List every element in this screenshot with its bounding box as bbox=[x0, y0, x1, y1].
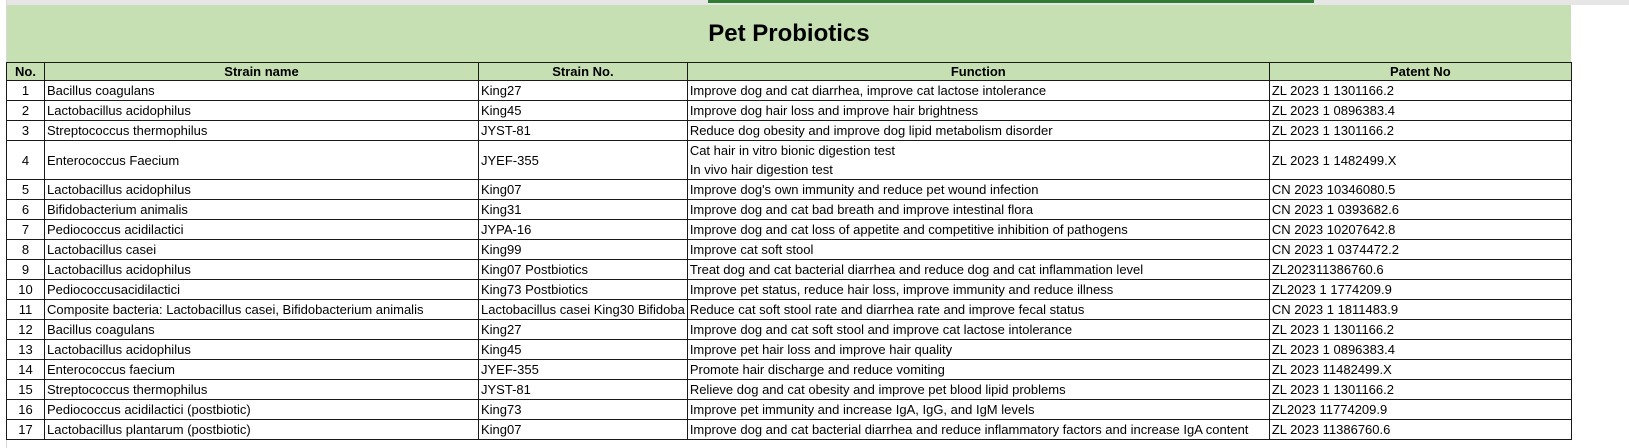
cell-function[interactable]: Promote hair discharge and reduce vomiting bbox=[687, 360, 1269, 380]
cell-function[interactable]: Improve dog hair loss and improve hair brightness bbox=[687, 101, 1269, 121]
cell-no[interactable]: 8 bbox=[7, 240, 45, 260]
cell-patent-no[interactable]: CN 2023 1 0374472.2 bbox=[1269, 240, 1571, 260]
cell-strain-no[interactable]: JYST-81 bbox=[479, 380, 688, 400]
cell-function[interactable]: Improve dog's own immunity and reduce pet wound infection bbox=[687, 180, 1269, 200]
cell-function[interactable]: Improve dog and cat soft stool and improve cat lactose intolerance bbox=[687, 320, 1269, 340]
cell-strain-no[interactable]: King45 bbox=[479, 340, 688, 360]
cell-strain-no[interactable]: JYEF-355 bbox=[479, 360, 688, 380]
col-header-strain-name[interactable]: Strain name bbox=[45, 63, 479, 81]
cell-function[interactable] bbox=[687, 141, 1269, 180]
cell-function[interactable]: Improve cat soft stool bbox=[687, 240, 1269, 260]
cell-patent-no[interactable]: ZL 2023 11386760.6 bbox=[1269, 420, 1571, 440]
col-header-strain-no[interactable]: Strain No. bbox=[479, 63, 688, 81]
cell-no[interactable]: 2 bbox=[7, 101, 45, 121]
cell-patent-no[interactable]: ZL 2023 1 0896383.4 bbox=[1269, 101, 1571, 121]
cell-patent-no[interactable]: ZL 2023 1 1482499.X bbox=[1269, 141, 1571, 180]
col-header-function[interactable]: Function bbox=[687, 63, 1269, 81]
cell-function[interactable]: Improve pet immunity and increase IgA, IgG, and IgM levels bbox=[687, 400, 1269, 420]
cell-strain-name[interactable]: Enterococcus faecium bbox=[45, 360, 479, 380]
cell-strain-no[interactable]: JYPA-16 bbox=[479, 220, 688, 240]
cell-strain-name[interactable]: Pediococcus acidilactici (postbiotic) bbox=[45, 400, 479, 420]
cell-patent-no[interactable]: CN 2023 1 1811483.9 bbox=[1269, 300, 1571, 320]
cell-strain-no[interactable]: King99 bbox=[479, 240, 688, 260]
cell-patent-no[interactable]: ZL 2023 1 0896383.4 bbox=[1269, 340, 1571, 360]
cell-no[interactable]: 4 bbox=[7, 141, 45, 180]
cell-strain-name[interactable]: Pediococcus acidilactici bbox=[45, 220, 479, 240]
cell-strain-name[interactable]: Lactobacillus acidophilus bbox=[45, 340, 479, 360]
cell-function[interactable]: Improve dog and cat bad breath and improve intestinal flora bbox=[687, 200, 1269, 220]
cell-function[interactable]: Treat dog and cat bacterial diarrhea and reduce dog and cat inflammation level bbox=[687, 260, 1269, 280]
cell-strain-name[interactable]: Bacillus coagulans bbox=[45, 320, 479, 340]
cell-patent-no[interactable]: ZL 2023 1 1301166.2 bbox=[1269, 380, 1571, 400]
table-row bbox=[7, 260, 1572, 280]
table-row bbox=[7, 280, 1572, 300]
cell-strain-no[interactable]: King73 bbox=[479, 400, 688, 420]
cell-function[interactable]: Improve pet hair loss and improve hair quality bbox=[687, 340, 1269, 360]
table-row bbox=[7, 121, 1572, 141]
cell-function[interactable]: Improve dog and cat loss of appetite and competitive inhibition of pathogens bbox=[687, 220, 1269, 240]
cell-strain-name[interactable]: Lactobacillus casei bbox=[45, 240, 479, 260]
cell-strain-name[interactable]: Bifidobacterium animalis bbox=[45, 200, 479, 220]
table-row bbox=[7, 81, 1572, 101]
col-header-no[interactable]: No. bbox=[7, 63, 45, 81]
cell-strain-no[interactable]: King73 Postbiotics bbox=[479, 280, 688, 300]
cell-function[interactable]: Reduce cat soft stool rate and diarrhea rate and improve fecal status bbox=[687, 300, 1269, 320]
spreadsheet-grid bbox=[6, 5, 1572, 440]
table-row bbox=[7, 141, 1572, 180]
cell-no[interactable]: 5 bbox=[7, 180, 45, 200]
table-row bbox=[7, 300, 1572, 320]
cell-strain-name[interactable]: Streptococcus thermophilus bbox=[45, 380, 479, 400]
cell-strain-name[interactable]: Lactobacillus acidophilus bbox=[45, 260, 479, 280]
table-row bbox=[7, 101, 1572, 121]
table-row bbox=[7, 400, 1572, 420]
selected-column-indicator bbox=[708, 0, 1314, 3]
cell-patent-no[interactable]: ZL 2023 11482499.X bbox=[1269, 360, 1571, 380]
table-row bbox=[7, 420, 1572, 440]
cell-function-line-1: Cat hair in vitro bionic digestion test bbox=[689, 143, 896, 158]
cell-patent-no[interactable]: ZL 2023 1 1301166.2 bbox=[1269, 320, 1571, 340]
cell-no[interactable]: 15 bbox=[7, 380, 45, 400]
table-row bbox=[7, 200, 1572, 220]
cell-strain-name[interactable]: Lactobacillus acidophilus bbox=[45, 180, 479, 200]
cell-strain-name[interactable]: Streptococcus thermophilus bbox=[45, 121, 479, 141]
cell-no[interactable]: 12 bbox=[7, 320, 45, 340]
cell-strain-no[interactable]: JYEF-355 bbox=[479, 141, 688, 180]
cell-no[interactable]: 16 bbox=[7, 400, 45, 420]
cell-function[interactable]: Reduce dog obesity and improve dog lipid metabolism disorder bbox=[687, 121, 1269, 141]
cell-patent-no[interactable]: CN 2023 1 0393682.6 bbox=[1269, 200, 1571, 220]
cell-no[interactable]: 10 bbox=[7, 280, 45, 300]
cell-strain-no[interactable]: King27 bbox=[479, 320, 688, 340]
table-row bbox=[7, 360, 1572, 380]
cell-no[interactable]: 6 bbox=[7, 200, 45, 220]
cell-function-line-2: In vivo hair digestion test bbox=[689, 162, 833, 177]
cell-patent-no[interactable]: ZL2023 1 1774209.9 bbox=[1269, 280, 1571, 300]
table-header-row bbox=[7, 63, 1572, 81]
cell-strain-name[interactable]: Pediococcusacidilactici bbox=[45, 280, 479, 300]
cell-strain-no[interactable]: King07 bbox=[479, 180, 688, 200]
table-row bbox=[7, 380, 1572, 400]
cell-no[interactable]: 11 bbox=[7, 300, 45, 320]
table-row bbox=[7, 240, 1572, 260]
cell-no[interactable]: 13 bbox=[7, 340, 45, 360]
cell-patent-no[interactable]: CN 2023 10346080.5 bbox=[1269, 180, 1571, 200]
cell-no[interactable]: 3 bbox=[7, 121, 45, 141]
cell-patent-no[interactable]: ZL202311386760.6 bbox=[1269, 260, 1571, 280]
cell-no[interactable]: 14 bbox=[7, 360, 45, 380]
cell-function[interactable]: Relieve dog and cat obesity and improve pet blood lipid problems bbox=[687, 380, 1269, 400]
cell-strain-name[interactable]: Enterococcus Faecium bbox=[45, 141, 479, 180]
cell-strain-no[interactable]: Lactobacillus casei King30 Bifidoba bbox=[479, 300, 688, 320]
cell-strain-name[interactable]: Lactobacillus plantarum (postbiotic) bbox=[45, 420, 479, 440]
cell-patent-no[interactable]: ZL 2023 1 1301166.2 bbox=[1269, 81, 1571, 101]
sheet-title[interactable]: Pet Probiotics bbox=[7, 5, 1572, 63]
cell-strain-name[interactable]: Bacillus coagulans bbox=[45, 81, 479, 101]
col-header-patent-no[interactable]: Patent No bbox=[1269, 63, 1571, 81]
probiotics-table bbox=[6, 5, 1572, 440]
cell-no[interactable]: 9 bbox=[7, 260, 45, 280]
cell-strain-no[interactable]: King07 bbox=[479, 420, 688, 440]
cell-strain-no[interactable]: King07 Postbiotics bbox=[479, 260, 688, 280]
cell-no[interactable]: 1 bbox=[7, 81, 45, 101]
table-row bbox=[7, 180, 1572, 200]
cell-function[interactable]: Improve dog and cat bacterial diarrhea and reduce inflammatory factors and increase IgA content bbox=[687, 420, 1269, 440]
cell-strain-no[interactable]: King31 bbox=[479, 200, 688, 220]
cell-strain-name[interactable]: Composite bacteria: Lactobacillus casei, Bifidobacterium animalis bbox=[45, 300, 479, 320]
cell-function[interactable]: Improve pet status, reduce hair loss, improve immunity and reduce illness bbox=[687, 280, 1269, 300]
table-row bbox=[7, 220, 1572, 240]
cell-no[interactable]: 17 bbox=[7, 420, 45, 440]
cell-patent-no[interactable]: ZL 2023 1 1301166.2 bbox=[1269, 121, 1571, 141]
cell-no[interactable]: 7 bbox=[7, 220, 45, 240]
cell-strain-no[interactable]: JYST-81 bbox=[479, 121, 688, 141]
cell-strain-no[interactable]: King27 bbox=[479, 81, 688, 101]
table-row bbox=[7, 340, 1572, 360]
cell-strain-no[interactable]: King45 bbox=[479, 101, 688, 121]
table-row bbox=[7, 320, 1572, 340]
cell-strain-name[interactable]: Lactobacillus acidophilus bbox=[45, 101, 479, 121]
cell-patent-no[interactable]: CN 2023 10207642.8 bbox=[1269, 220, 1571, 240]
cell-function[interactable]: Improve dog and cat diarrhea, improve cat lactose intolerance bbox=[687, 81, 1269, 101]
cell-patent-no[interactable]: ZL2023 11774209.9 bbox=[1269, 400, 1571, 420]
